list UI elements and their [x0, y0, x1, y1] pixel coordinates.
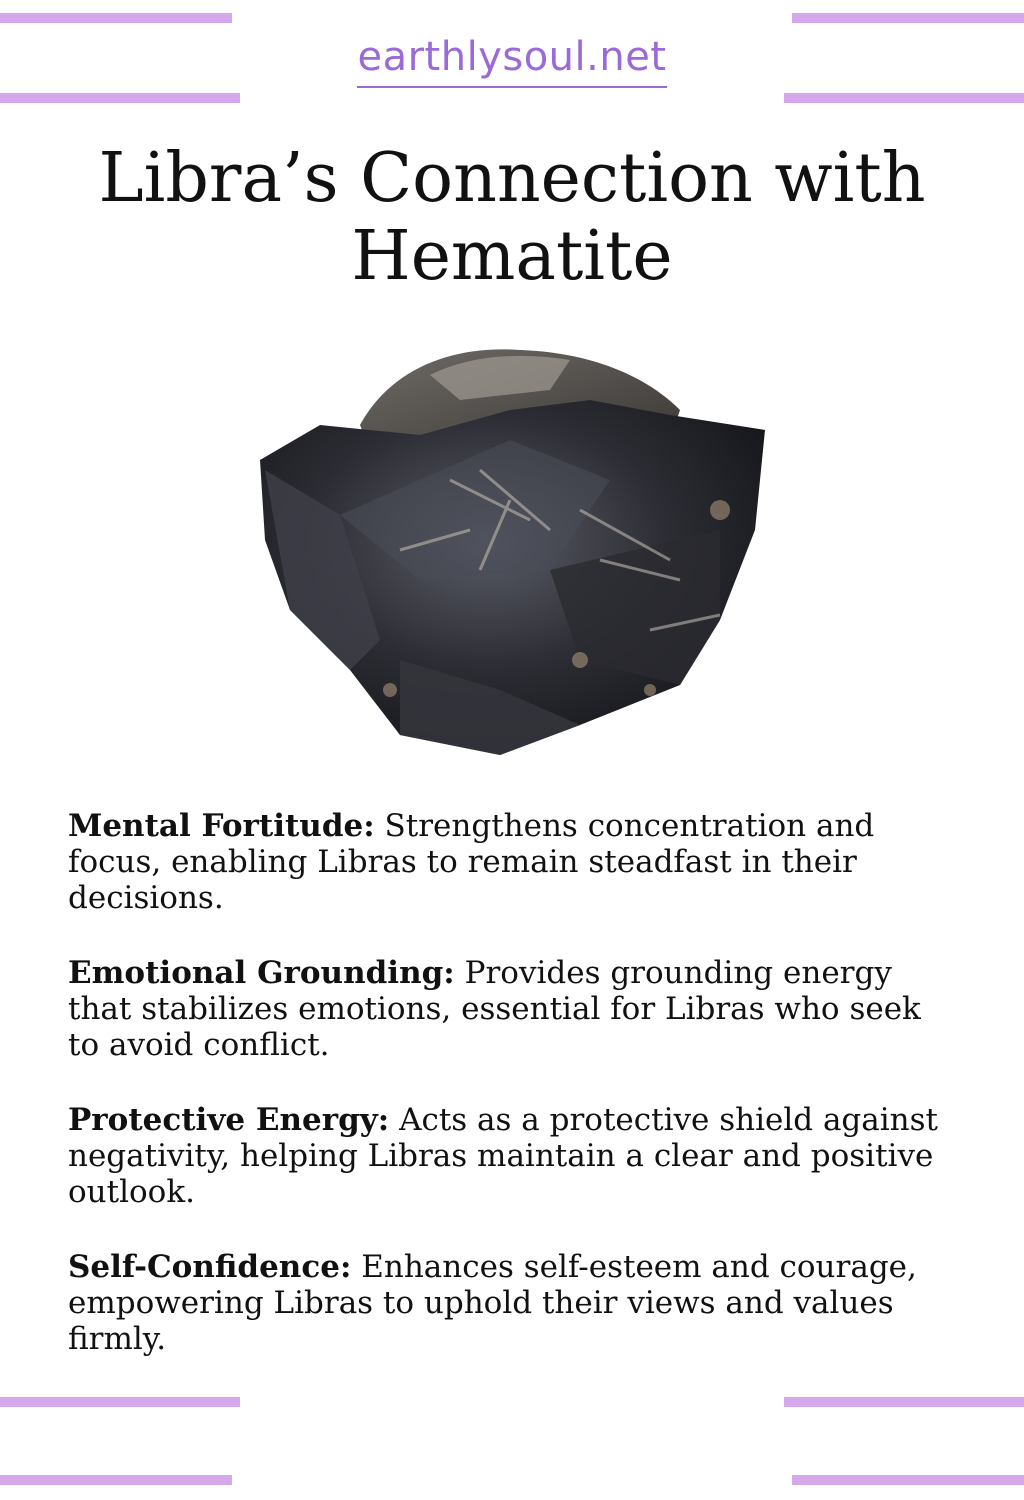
list-item	[68, 1102, 948, 1210]
decorative-bar	[0, 1475, 232, 1485]
decorative-bar	[784, 1397, 1024, 1407]
page-title: Libra’s Connection with Hematite	[98, 139, 926, 296]
item-text: Provides grounding energy that stabilizes emotions, essential for Libras who seek to avoid conflict.	[68, 955, 921, 1063]
hematite-stone-image	[250, 330, 780, 770]
site-logo[interactable]	[0, 34, 1024, 88]
item-term: Mental Fortitude:	[68, 808, 375, 844]
logo-text: earthlysoul.net	[357, 34, 666, 88]
decorative-bar	[0, 93, 240, 103]
item-text: Strengthens concentration and focus, enabling Libras to remain steadfast in their decisions.	[68, 808, 875, 916]
item-term: Self-Confidence:	[68, 1249, 352, 1285]
item-text: Acts as a protective shield against negativity, helping Libras maintain a clear and positive outlook.	[68, 1102, 939, 1210]
list-item	[68, 808, 948, 916]
decorative-bar	[792, 13, 1024, 23]
list-item	[68, 955, 948, 1063]
item-term: Emotional Grounding:	[68, 955, 455, 991]
decorative-bar	[0, 1397, 240, 1407]
benefits-list	[68, 808, 948, 1396]
item-term: Protective Energy:	[68, 1102, 390, 1138]
list-item	[68, 1249, 948, 1357]
decorative-bar	[792, 1475, 1024, 1485]
decorative-bar	[784, 93, 1024, 103]
item-text: Enhances self-esteem and courage, empowering Libras to uphold their views and values firmly.	[68, 1249, 917, 1357]
decorative-bar	[0, 13, 232, 23]
